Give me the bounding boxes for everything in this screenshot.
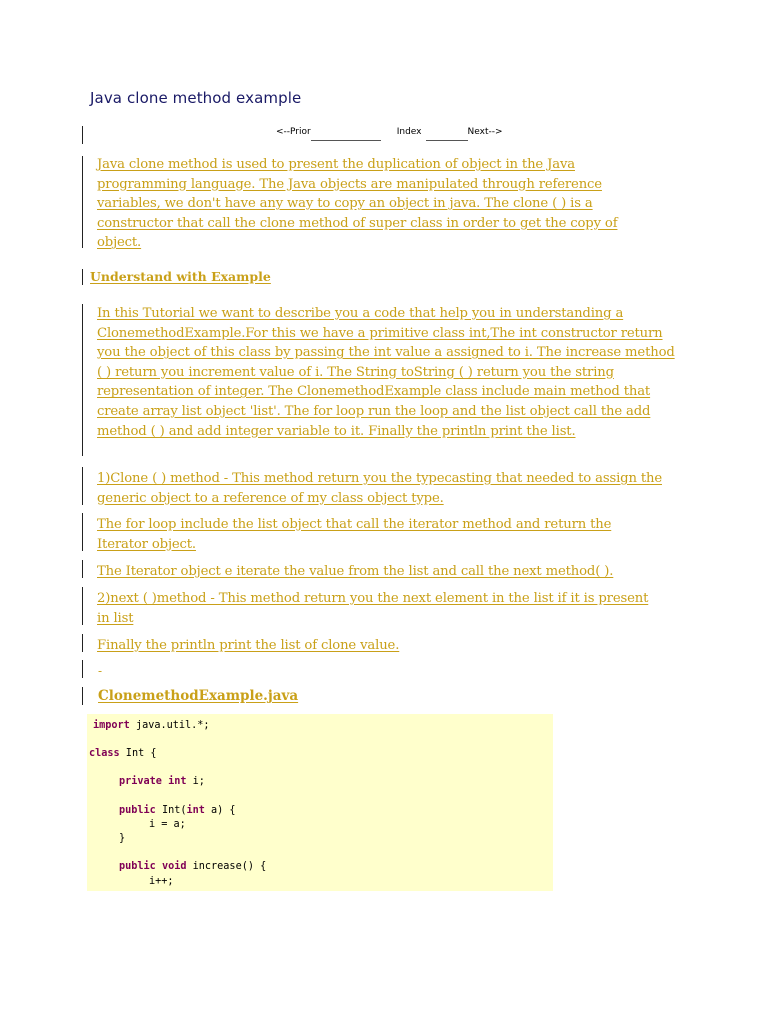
change-bar: [82, 687, 83, 705]
code-line: public void increase() {: [119, 861, 267, 872]
code-line: i = a;: [149, 819, 186, 830]
index-link[interactable]: Index: [396, 127, 422, 137]
code-line: }: [119, 833, 126, 844]
next-link[interactable]: Next-->: [467, 127, 503, 137]
section-heading: Understand with Example: [90, 269, 271, 284]
change-bar: [82, 560, 83, 578]
change-bar: [82, 513, 83, 551]
code-line: public Int(int a) {: [119, 805, 236, 816]
separator-dash: -: [98, 664, 103, 678]
change-bar: [82, 660, 83, 678]
code-line: import java.util.*;: [93, 720, 210, 731]
step-paragraph: Finally the println print the list of clone value.: [97, 638, 400, 653]
change-bar: [82, 587, 83, 625]
step-paragraph: 1)Clone ( ) method - This method return you the typecasting that needed to assign the generic object to a reference of my class object type.: [97, 471, 662, 506]
nav-spacer: [426, 127, 468, 141]
change-bar: [82, 304, 83, 456]
intro-paragraph: Java clone method is used to present the duplication of object in the Java programming language. The Java objects are manipulated through reference variables, we don't have any way to copy an object in java. The clone ( ) is a constructor that call the clone method of super class in order to get the copy of object.: [97, 157, 618, 251]
change-bar: [82, 156, 83, 248]
code-block: [87, 714, 553, 891]
step-paragraph: The Iterator object e iterate the value from the list and call the next method( ).: [97, 564, 614, 579]
code-line: i++;: [149, 876, 174, 887]
step-paragraph: The for loop include the list object that call the iterator method and return the Iterator object.: [97, 517, 612, 552]
step-paragraph: 2)next ( )method - This method return you the next element in the list if it is present in list: [97, 591, 649, 626]
nav-spacer: [311, 127, 381, 141]
page-title: Java clone method example: [90, 89, 302, 107]
change-bar: [82, 269, 83, 285]
tutorial-paragraph: In this Tutorial we want to describe you a code that help you in understanding a ClonemethodExample.For this we have a primitive class int,The int constructor return you the object of this class by passing the int value a assigned to i. The increase method ( ) return you increment value of i. The String toString ( ) return you the string representation of integer. The ClonemethodExample class include main method that create array list object 'list'. The for loop run the loop and the list object call the add method ( ) and add integer variable to it. Finally the println print the list.: [97, 306, 675, 439]
change-bar: [82, 126, 83, 144]
code-line: class Int {: [89, 748, 157, 759]
change-bar: [82, 467, 83, 505]
file-heading: ClonemethodExample.java: [98, 688, 299, 704]
page-navigation: [276, 127, 503, 141]
code-line: private int i;: [119, 776, 205, 787]
prior-link[interactable]: <--Prior: [276, 127, 311, 137]
change-bar: [82, 634, 83, 652]
